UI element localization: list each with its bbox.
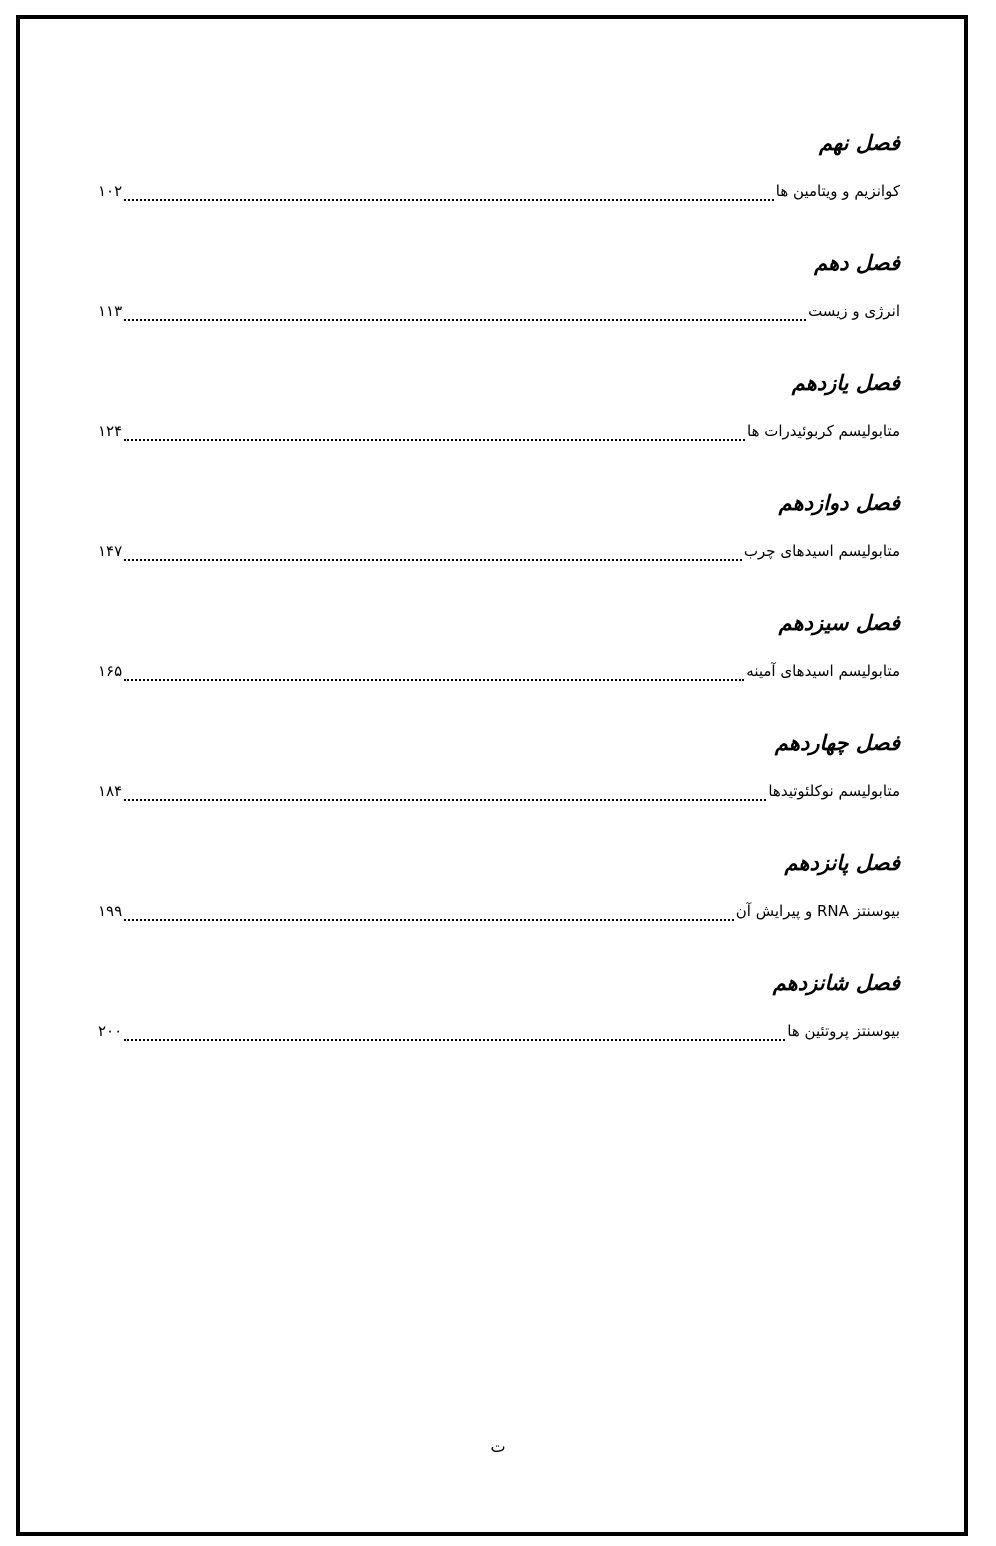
dot-leader <box>124 679 744 681</box>
chapter-title: فصل پانزدهم <box>784 850 900 875</box>
dot-leader <box>124 799 766 801</box>
dot-leader <box>124 199 774 201</box>
entry-title: متابولیسم اسیدهای آمینه <box>746 662 900 680</box>
toc-chapter-11 <box>98 366 900 486</box>
chapter-title: فصل چهاردهم <box>774 730 900 755</box>
toc-chapter-16 <box>98 966 900 1086</box>
dot-leader <box>124 439 745 441</box>
chapter-title: فصل نهم <box>819 130 900 155</box>
toc-chapter-14 <box>98 726 900 846</box>
dot-leader <box>124 919 734 921</box>
toc-chapter-15 <box>98 846 900 966</box>
toc-chapter-12 <box>98 486 900 606</box>
entry-page-number: ۱۹۹ <box>98 902 123 920</box>
toc-chapter-13 <box>98 606 900 726</box>
entry-title: کوانزیم و ویتامین ها <box>775 182 900 200</box>
toc-entry[interactable] <box>98 662 900 692</box>
entry-page-number: ۱۸۴ <box>98 782 123 800</box>
entry-title: متابولیسم اسیدهای چرب <box>743 542 900 560</box>
chapter-title: فصل دهم <box>814 250 900 275</box>
entry-title: انرژی و زیست <box>808 302 900 320</box>
entry-title: بیوسنتز RNA و پیرایش آن <box>735 902 900 920</box>
toc-entry[interactable] <box>98 902 900 932</box>
toc-entry[interactable] <box>98 422 900 452</box>
entry-title: متابولیسم نوکلئوتیدها <box>768 782 900 800</box>
toc-entry[interactable] <box>98 782 900 812</box>
toc-entry[interactable] <box>98 1022 900 1052</box>
entry-page-number: ۱۱۳ <box>98 302 123 320</box>
dot-leader <box>124 319 806 321</box>
toc-chapter-10 <box>98 246 900 366</box>
entry-page-number: ۱۲۴ <box>98 422 123 440</box>
page-number: ت <box>490 1437 506 1456</box>
toc-entry[interactable] <box>98 302 900 332</box>
dot-leader <box>124 559 742 561</box>
dot-leader <box>124 1039 785 1041</box>
entry-title: متابولیسم کربوئیدرات ها <box>747 422 900 440</box>
chapter-title: فصل شانزدهم <box>772 970 900 995</box>
entry-page-number: ۲۰۰ <box>98 1022 123 1040</box>
entry-page-number: ۱۴۷ <box>98 542 123 560</box>
toc-chapter-9 <box>98 126 900 246</box>
toc-entry[interactable] <box>98 182 900 212</box>
entry-page-number: ۱۶۵ <box>98 662 123 680</box>
chapter-title: فصل سیزدهم <box>778 610 900 635</box>
entry-page-number: ۱۰۲ <box>98 182 123 200</box>
entry-title: بیوسنتز پروتئین ها <box>787 1022 900 1040</box>
chapter-title: فصل یازدهم <box>791 370 900 395</box>
chapter-title: فصل دوازدهم <box>778 490 900 515</box>
toc-entry[interactable] <box>98 542 900 572</box>
